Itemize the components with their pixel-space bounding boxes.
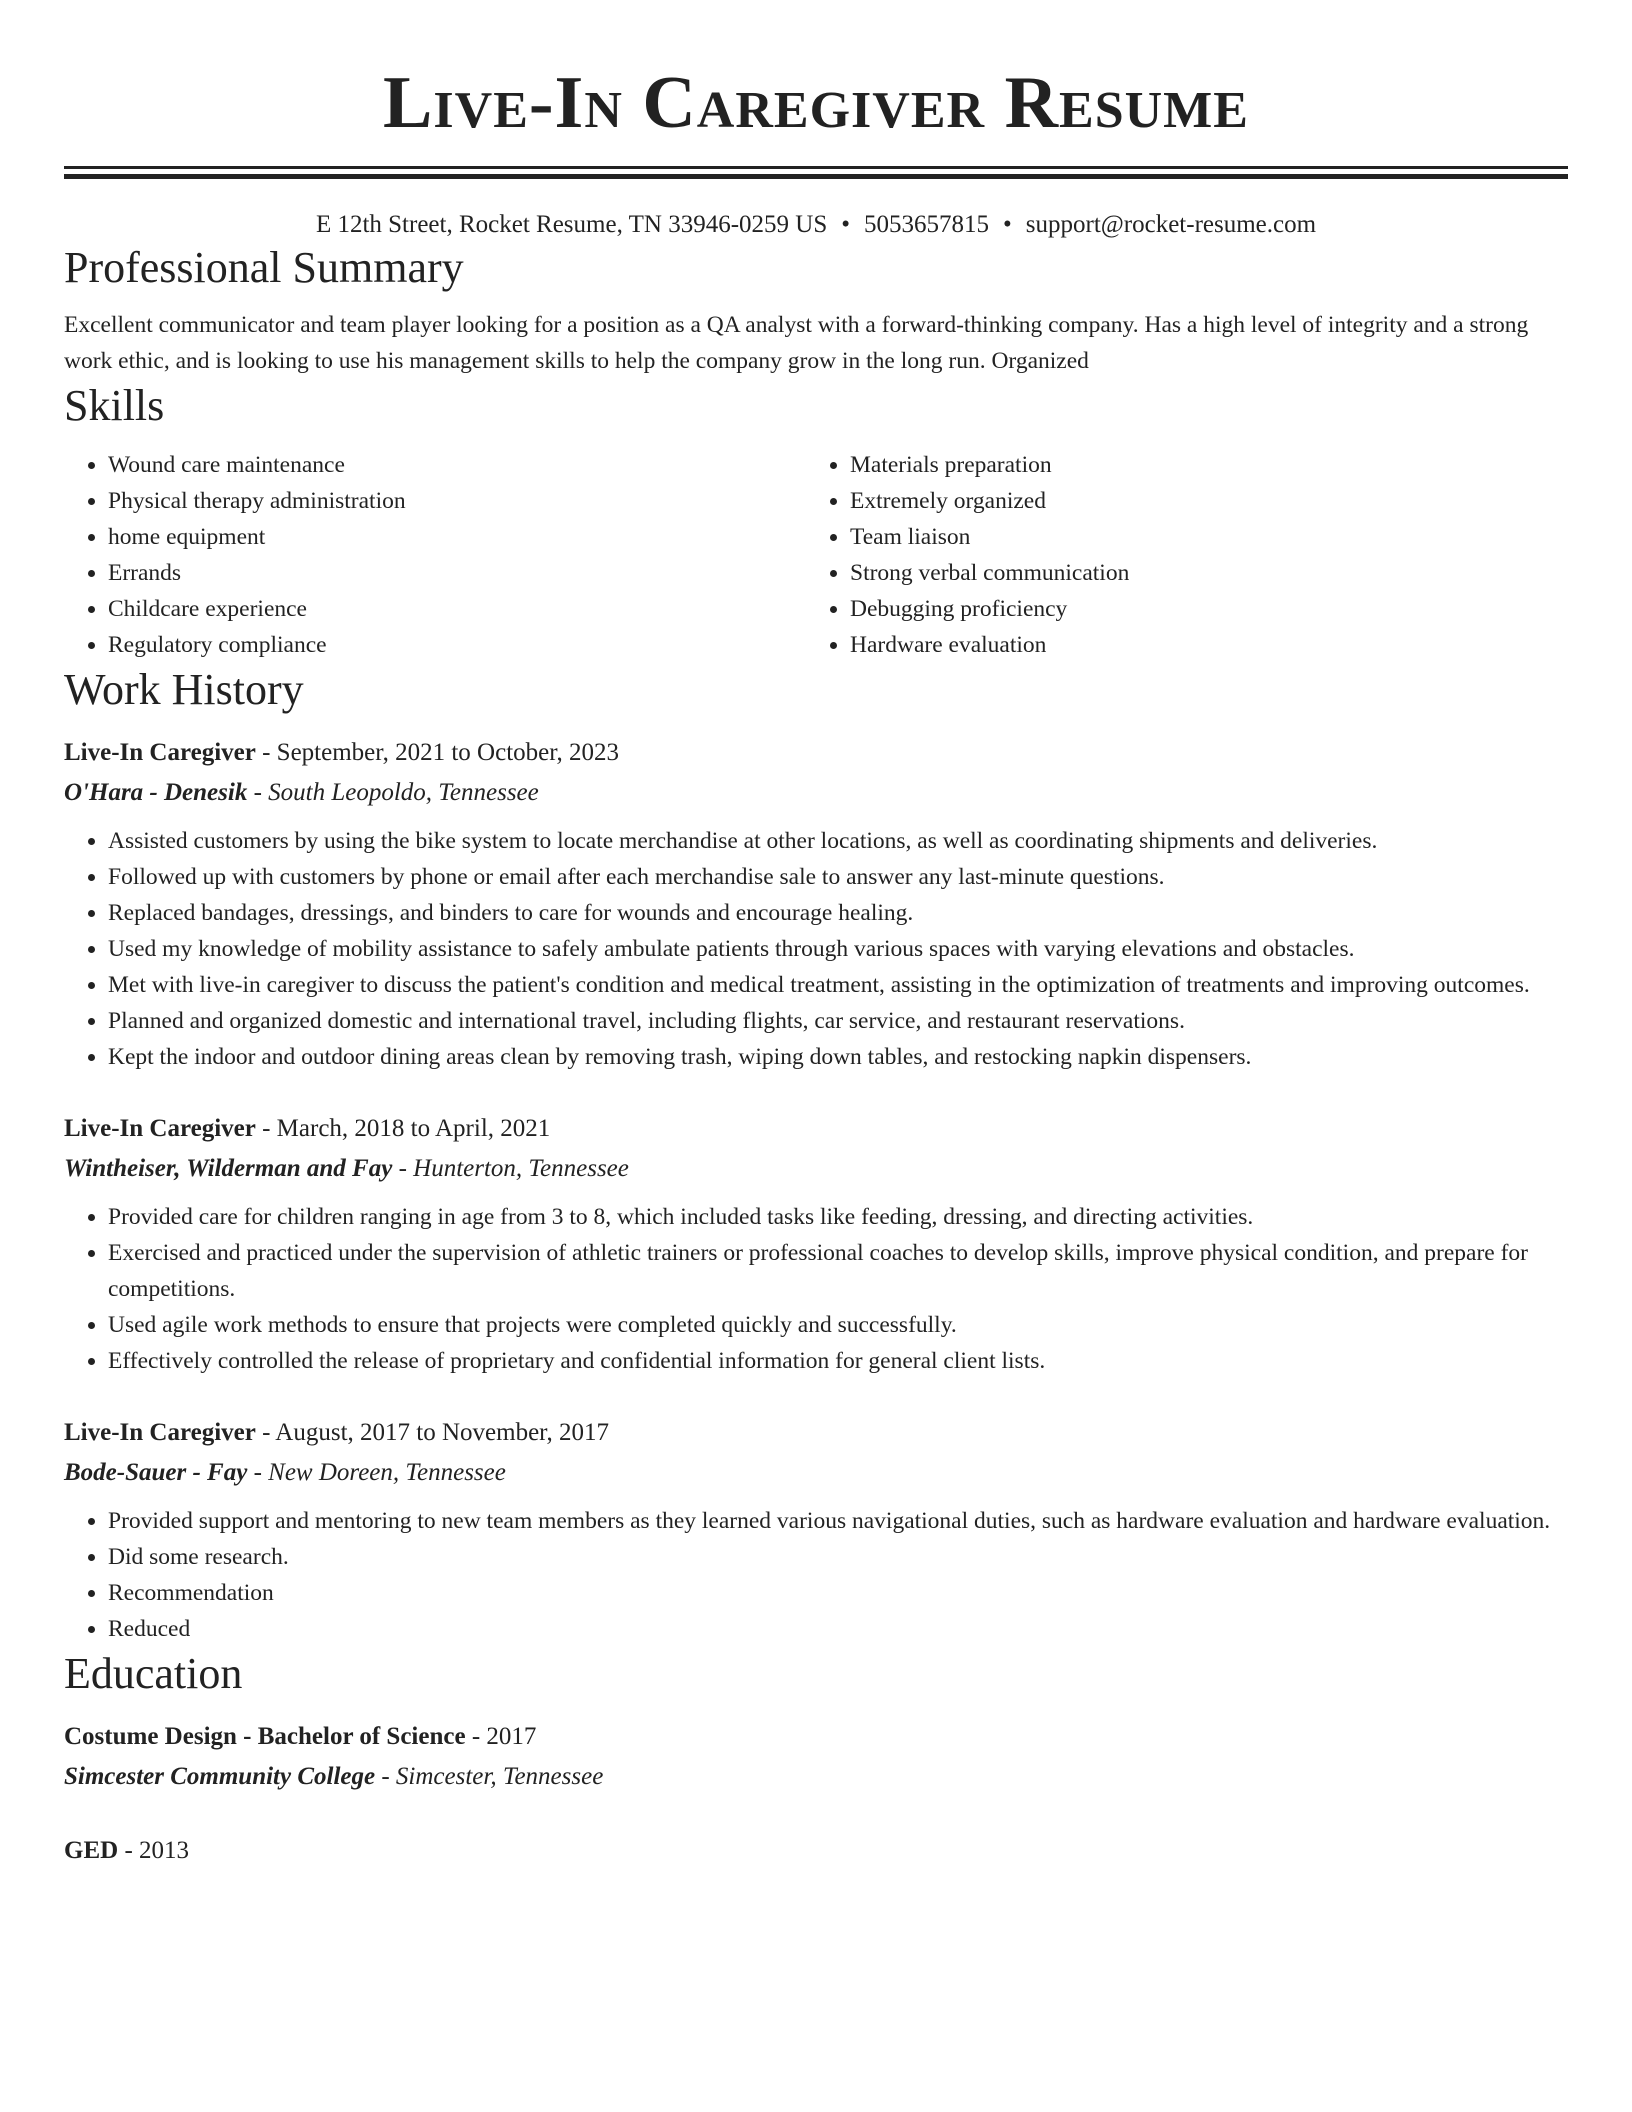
job-bullet: • Planned and organized domestic and international travel, including flights, car service, and restaurant reservations. [108, 1003, 1568, 1039]
work-history-heading: Work History [64, 665, 304, 714]
skill-item: • home equipment [108, 519, 806, 555]
job-company-line [64, 773, 1568, 813]
job-bullet: • Reduced [108, 1611, 1568, 1647]
education-school: Simcester Community College [64, 1763, 376, 1790]
contact-phone: 5053657815 [864, 211, 989, 238]
resume-title: Live-In Caregiver Resume [383, 62, 1249, 144]
education-location: - Simcester, Tennessee [375, 1763, 604, 1790]
job-bullet: • Provided support and mentoring to new team members as they learned various navigational duties, such as hardware evaluation and hardware evaluation. [108, 1503, 1568, 1539]
job-dates: - September, 2021 to October, 2023 [255, 739, 620, 766]
job-bullets [64, 1199, 1568, 1379]
job-location: - South Leopoldo, Tennessee [247, 779, 539, 806]
title-divider-thick [64, 174, 1568, 179]
skill-item: • Debugging proficiency [850, 591, 1548, 627]
job-location: - Hunterton, Tennessee [392, 1155, 629, 1182]
skill-item: • Errands [108, 555, 806, 591]
job-bullet: • Did some research. [108, 1539, 1568, 1575]
job-bullet: • Exercised and practiced under the supervision of athletic trainers or professional coaches to develop skills, improve physical condition, and prepare for competitions. [108, 1235, 1568, 1307]
skills-column-right [806, 447, 1548, 663]
skills-list [64, 447, 1568, 663]
job-bullet: • Followed up with customers by phone or email after each merchandise sale to answer any last-minute questions. [108, 859, 1568, 895]
job-bullet: • Used my knowledge of mobility assistance to safely ambulate patients through various spaces with varying elevations and obstacles. [108, 931, 1568, 967]
skill-item: • Childcare experience [108, 591, 806, 627]
job-bullet: • Provided care for children ranging in age from 3 to 8, which included tasks like feeding, dressing, and directing activities. [108, 1199, 1568, 1235]
education-heading: Education [64, 1649, 243, 1698]
skill-item: • Extremely organized [850, 483, 1548, 519]
job-entry [64, 1109, 1568, 1379]
summary-text: Excellent communicator and team player looking for a position as a QA analyst with a forward-thinking company. Has a high level of integrity and a strong work ethic, and is looking to use his management skills to help the company grow in the long run. Organized [64, 312, 1529, 374]
skill-item: • Team liaison [850, 519, 1548, 555]
job-company: O'Hara - Denesik [64, 779, 248, 806]
job-company: Wintheiser, Wilderman and Fay [64, 1155, 393, 1182]
job-bullets [64, 1503, 1568, 1647]
job-bullet: • Met with live-in caregiver to discuss the patient's condition and medical treatment, assisting in the optimization of treatments and improving outcomes. [108, 967, 1568, 1003]
job-bullet: • Assisted customers by using the bike system to locate merchandise at other locations, as well as coordinating shipments and deliveries. [108, 823, 1568, 859]
job-title: Live-In Caregiver [64, 739, 256, 766]
job-entry [64, 733, 1568, 1075]
education-year: - 2013 [118, 1837, 190, 1864]
job-location: - New Doreen, Tennessee [247, 1459, 506, 1486]
job-title-line [64, 1413, 1568, 1453]
education-entry [64, 1717, 1568, 1797]
job-entry [64, 1413, 1568, 1647]
education-year: - 2017 [465, 1723, 537, 1750]
contact-address: E 12th Street, Rocket Resume, TN 33946-0259 US [315, 211, 828, 238]
skill-item: • Hardware evaluation [850, 627, 1548, 663]
job-company-line [64, 1453, 1568, 1493]
summary-heading: Professional Summary [64, 243, 464, 292]
skills-column-left [64, 447, 806, 663]
job-title-line [64, 1109, 1568, 1149]
job-company-line [64, 1149, 1568, 1189]
skill-item: • Regulatory compliance [108, 627, 806, 663]
job-title: Live-In Caregiver [64, 1115, 256, 1142]
job-bullet: • Replaced bandages, dressings, and binders to care for wounds and encourage healing. [108, 895, 1568, 931]
education-degree-line [64, 1831, 1568, 1871]
skills-heading: Skills [64, 381, 165, 430]
education-degree: Costume Design - Bachelor of Science [64, 1723, 466, 1750]
job-dates: - August, 2017 to November, 2017 [255, 1419, 609, 1446]
job-title-line [64, 733, 1568, 773]
job-title: Live-In Caregiver [64, 1419, 256, 1446]
contact-separator: • [841, 211, 850, 238]
skill-item: • Physical therapy administration [108, 483, 806, 519]
job-bullet: • Effectively controlled the release of proprietary and confidential information for general client lists. [108, 1343, 1568, 1379]
skill-item: • Materials preparation [850, 447, 1548, 483]
education-entry [64, 1831, 1568, 1871]
job-bullet: • Kept the indoor and outdoor dining areas clean by removing trash, wiping down tables, and restocking napkin dispensers. [108, 1039, 1568, 1075]
skill-item: • Strong verbal communication [850, 555, 1548, 591]
job-bullet: • Used agile work methods to ensure that projects were completed quickly and successfully. [108, 1307, 1568, 1343]
job-dates: - March, 2018 to April, 2021 [255, 1115, 551, 1142]
job-bullet: • Recommendation [108, 1575, 1568, 1611]
skill-item: • Wound care maintenance [108, 447, 806, 483]
job-company: Bode-Sauer - Fay [64, 1459, 248, 1486]
job-bullets [64, 823, 1568, 1075]
education-school-line [64, 1757, 1568, 1797]
contact-separator: • [1003, 211, 1012, 238]
education-degree-line [64, 1717, 1568, 1757]
education-degree: GED [64, 1837, 119, 1864]
contact-line [64, 209, 1568, 241]
contact-email: support@rocket-resume.com [1025, 211, 1317, 238]
title-divider-thin [64, 166, 1568, 169]
